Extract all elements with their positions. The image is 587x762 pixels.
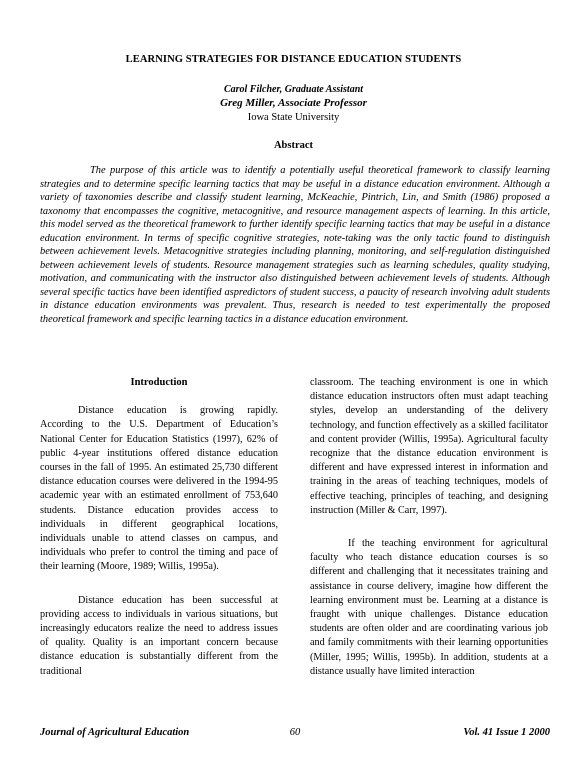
left-column (40, 376, 278, 698)
abstract-body (40, 164, 550, 326)
author-filcher: Carol Filcher, Graduate Assistant (223, 84, 364, 95)
page-footer (40, 727, 550, 741)
article-title: LEARNING STRATEGIES FOR DISTANCE EDUCATION STUDENTS (125, 54, 462, 65)
affiliation: Iowa State University (247, 112, 340, 123)
right-column (310, 376, 548, 698)
abstract-text: The purpose of this article was to identify a potentially useful theoretical framework to classify learning strategies and to determine specific learning tactics that may be useful in a distance education environment. Although a variety of taxonomies describe and classify student learning, McKeachie, Pintrich, Lin, and Smith (1986) proposed a taxonomy that encompasses the cognitive, metacognitive, and resource management aspects of learning. In this article, this model served as the theoretical framework to further identify specific learning tactics that may be useful in a distance education environment. In terms of specific cognitive strategies, note-taking was the only tactic found to distinguish between achievement levels. Metacognitive strategies including planning, monitoring, and self-regulation distinguished between achievement levels of students. Resource management strategies such as learning schedules, quality studying, motivation, and communicating with the instructor also distinguished between achievement levels of students. Although several specific tactics have been identified aspredictors of student success, a paucity of research involving adult students in distance education environments was prevalent. Thus, research is needed to test experimentally the proposed theoretical framework and specific learning tactics in a distance education environment. (40, 165, 550, 325)
footer-journal-name: Journal of Agricultural Education (40, 727, 190, 738)
footer-volume-issue: Vol. 41 Issue 1 2000 (463, 727, 550, 738)
right-paragraph-2: If the teaching environment for agricultural faculty who teach distance education courses is so different and challenging that it necessitates training and assistance in course delivery, imagine how different the learning environment must be. Learning at a distance is fraught with unique challenges. Distance education students are often older and are coordinating various job and family commitments with their learning opportunities (Miller, 1995; Willis, 1995b). In addition, students at a distance usually have limited interaction (310, 538, 548, 677)
left-paragraph-1: Distance education is growing rapidly. According to the U.S. Department of Education’s National Center for Education Statistics (1997), 62% of public 4-year institutions offered distance education courses in the fall of 1995. An estimated 25,730 different distance education courses were delivered in the 1994-95 academic year with an estimated enrollment of 753,640 students. Distance education provides access to individuals in different geographical locations, individuals unable to attend classes on campus, and individuals who prefer to control the timing and pace of their learning (Moore, 1989; Willis, 1995a). (40, 405, 278, 573)
abstract-heading: Abstract (273, 140, 314, 151)
introduction-heading: Introduction (130, 377, 188, 388)
right-paragraph-1: classroom. The teaching environment is one in which distance education instructors often must adapt teaching styles, develop an understanding of the delivery technology, and function effectively as a skilled facilitator and content provider (Willis, 1995a). Agricultural faculty recognize that the distance education environment is different and have expressed interest in information and training in the areas of teaching techniques, models of effective teaching, principles of teaching, and designing instruction (Miller & Carr, 1997). (310, 377, 548, 516)
author-miller: Greg Miller, Associate Professor (220, 97, 367, 109)
left-paragraph-2: Distance education has been successful at providing access to individuals in various situations, but increasingly educators realize the need to address issues of quality. Quality is an important concern because distance education is substantially different from the traditional (40, 594, 278, 677)
footer-page-number: 60 (289, 727, 301, 738)
